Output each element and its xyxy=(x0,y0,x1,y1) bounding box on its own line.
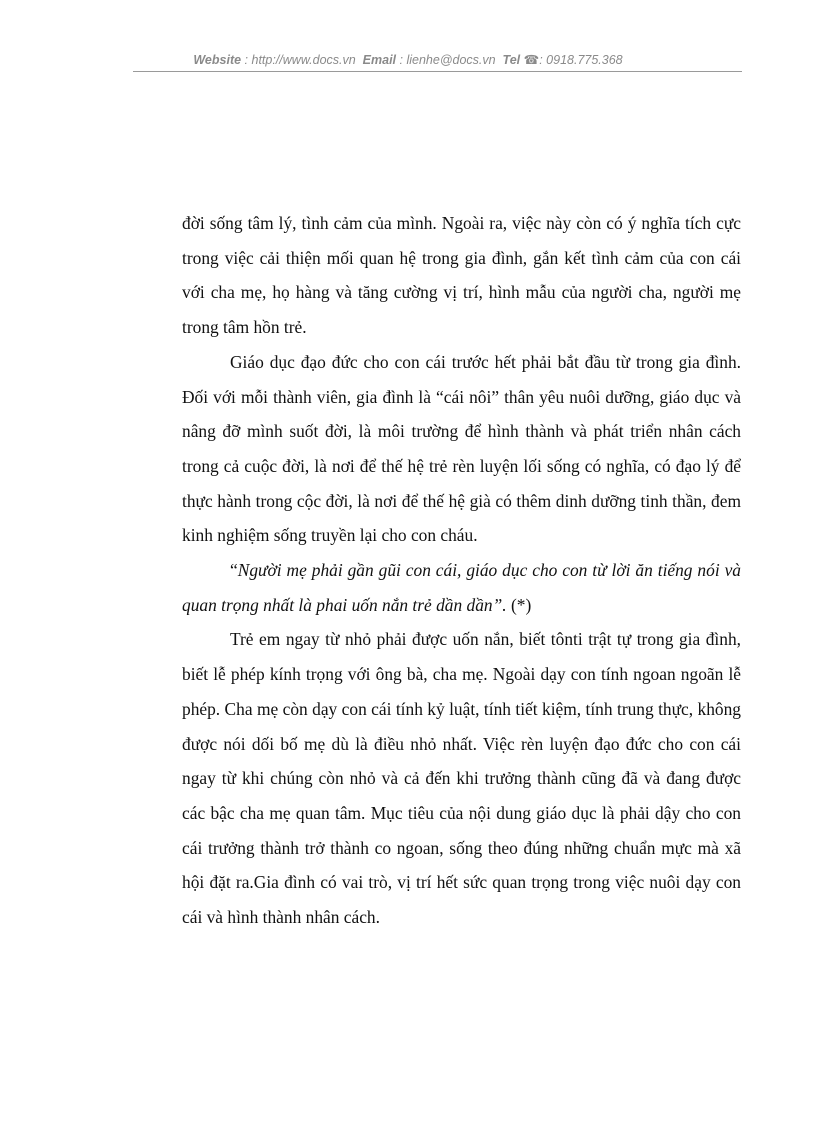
phone-icon: ☎ xyxy=(523,53,540,67)
website-url[interactable]: : http://www.docs.vn xyxy=(244,53,356,67)
email-label: Email xyxy=(362,53,397,67)
paragraph-4: Trẻ em ngay từ nhỏ phải được uốn nắn, biết tônti trật tự trong gia đình, biết lễ phép kính trọng với ông bà, cha mẹ. Ngoài dạy con tính ngoan ngoãn lễ phép. Cha mẹ còn dạy con cái tính kỷ luật, tính tiết kiệm, tính trung thực, không được nói dối bố mẹ dù là điều nhỏ nhất. Việc rèn luyện đạo đức cho con cái ngay từ khi chúng còn nhỏ và cả đến khi trưởng thành cũng đã và đang được các bậc cha mẹ quan tâm. Mục tiêu của nội dung giáo dục là phải dậy cho con cái trưởng thành trở thành co ngoan, sống theo đúng những chuẩn mực mà xã hội đặt ra.Gia đình có vai trò, vị trí hết sức quan trọng trong việc nuôi dạy con cái và hình thành nhân cách. xyxy=(182,629,741,928)
quote-reference: (*) xyxy=(506,594,532,615)
page-header xyxy=(0,52,816,67)
paragraph-2: Giáo dục đạo đức cho con cái trước hết phải bắt đầu từ trong gia đình. Đối với mỗi thành viên, gia đình là “cái nôi” thân yêu nuôi dưỡng, giáo dục và nâng đỡ mình suốt đời, là môi trường để hình thành và phát triển nhân cách trong cả cuộc đời, là nơi để thế hệ trẻ rèn luyện lối sống có nghĩa, có đạo lý để thực hành trong cộc đời, là nơi để thế hệ già có thêm dinh dưỡng tinh thần, đem kinh nghiệm sống truyền lại cho con cháu. xyxy=(182,351,741,546)
document-body xyxy=(182,206,741,935)
email-address[interactable]: : lienhe@docs.vn xyxy=(399,53,496,67)
tel-label: Tel xyxy=(502,53,521,67)
website-label: Website xyxy=(193,53,242,67)
paragraph-1: đời sống tâm lý, tình cảm của mình. Ngoài ra, việc này còn có ý nghĩa tích cực trong việc cải thiện mối quan hệ trong gia đình, gắn kết tình cảm của con cái với cha mẹ, họ hàng và tăng cường vị trí, hình mẫu của người cha, người mẹ trong tâm hồn trẻ. xyxy=(182,213,741,338)
quote-text: Người mẹ phải gần gũi con cái, giáo dục cho con từ lời ăn tiếng nói và quan trọng nhất là phai uốn nắn trẻ dần dần”. xyxy=(182,560,741,615)
quote-open-mark: “ xyxy=(230,560,238,581)
header-divider xyxy=(133,71,742,72)
tel-number: : 0918.775.368 xyxy=(539,53,623,67)
quote-paragraph xyxy=(182,553,741,622)
